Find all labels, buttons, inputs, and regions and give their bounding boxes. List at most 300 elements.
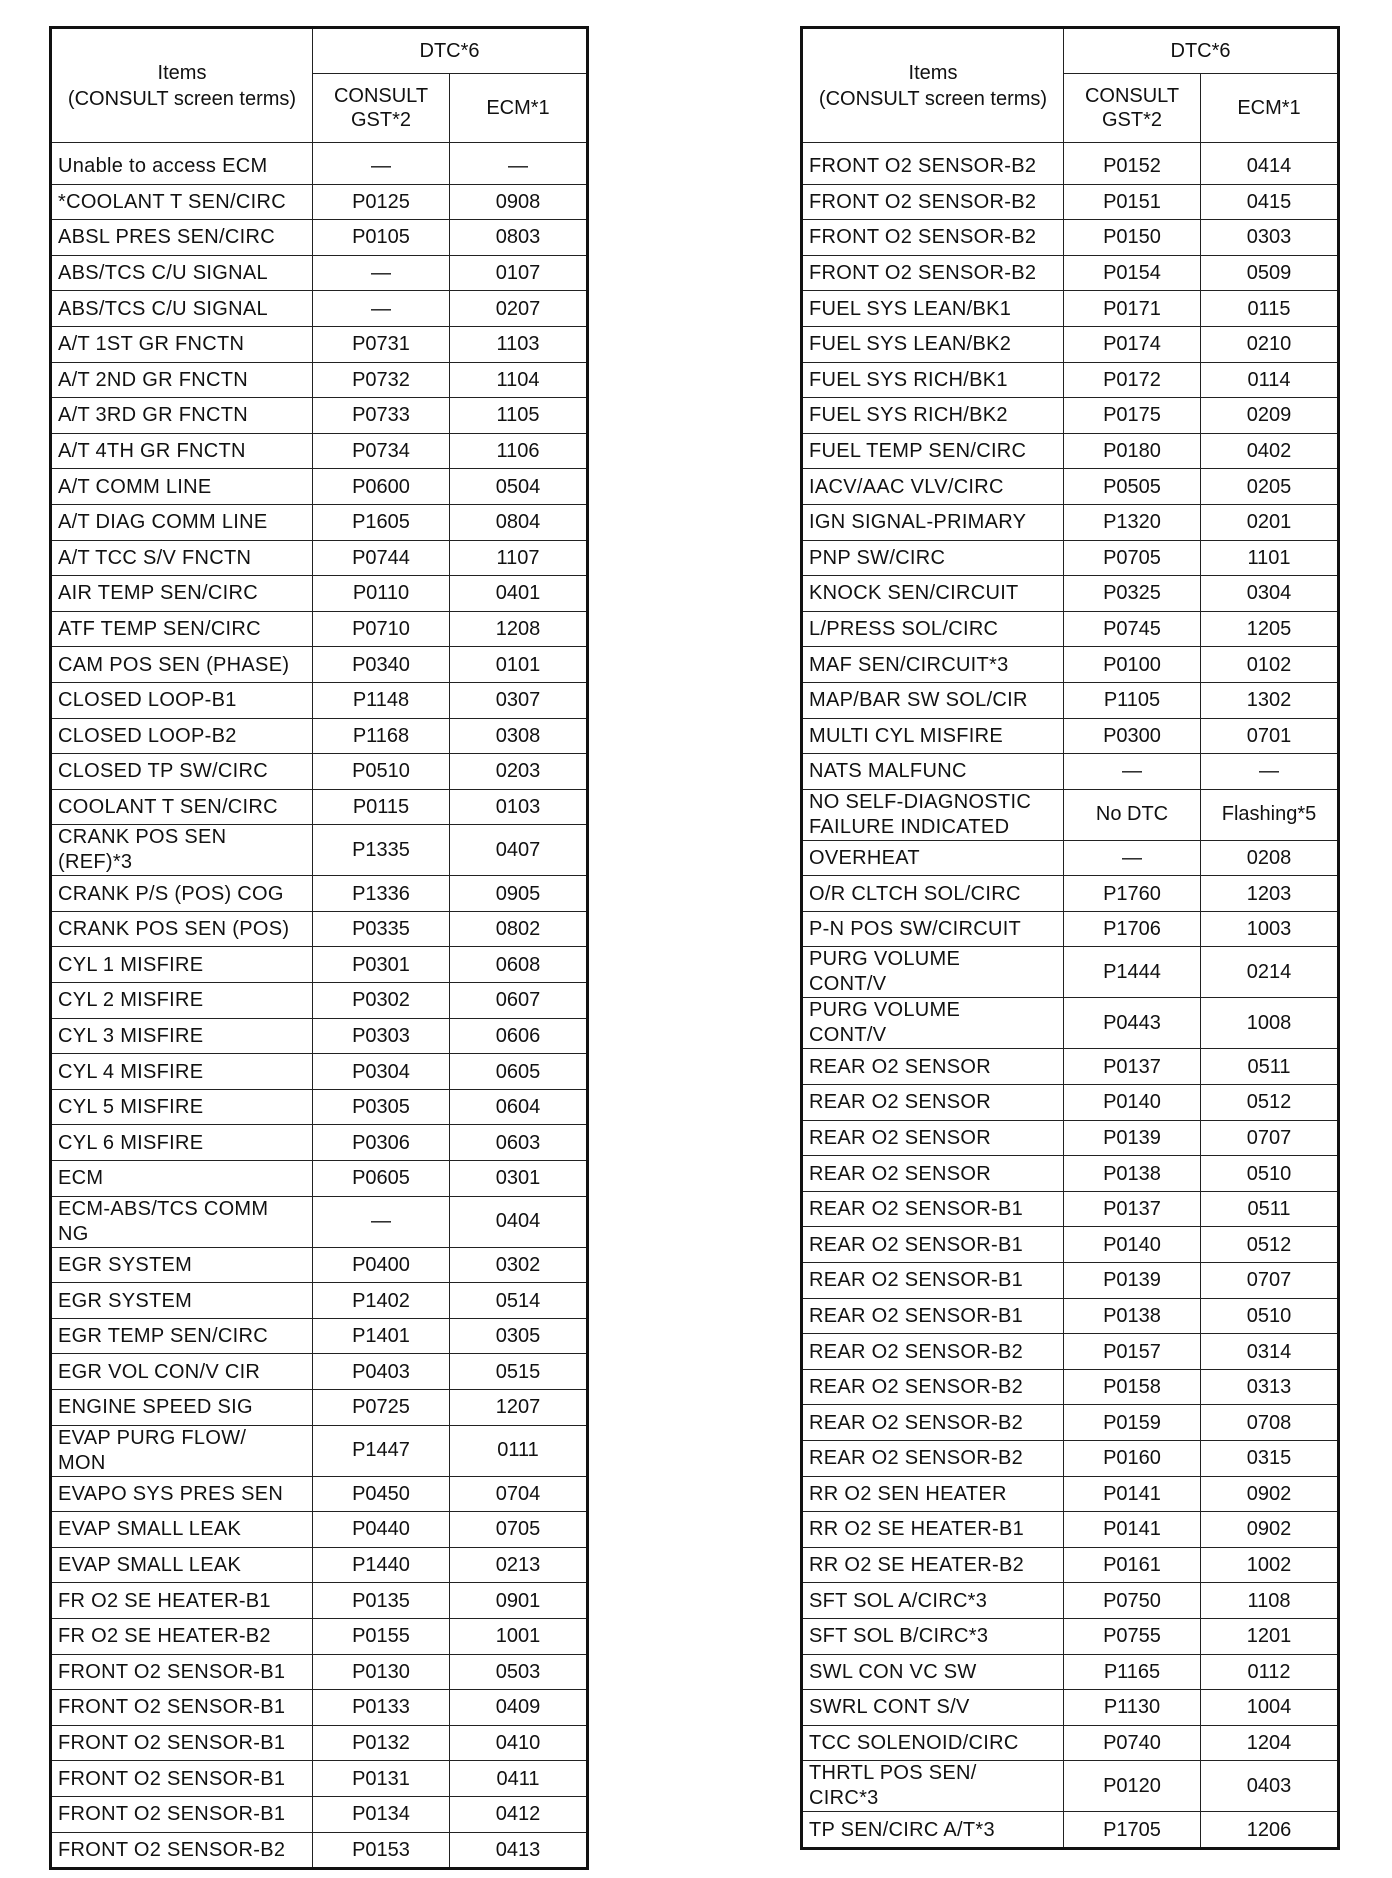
consult-gst-cell: P0325 [1064, 576, 1201, 612]
dtc-header: DTC*6 [313, 28, 588, 74]
table-row [51, 682, 588, 718]
table-row [802, 682, 1339, 718]
item-cell: FRONT O2 SENSOR-B1 [51, 1796, 313, 1832]
ecm-cell: 0303 [1201, 220, 1339, 256]
ecm-cell: 0313 [1201, 1369, 1339, 1405]
consult-gst-cell: P0158 [1064, 1369, 1201, 1405]
consult-gst-cell: — [313, 291, 450, 327]
consult-gst-cell: P0135 [313, 1583, 450, 1619]
consult-gst-cell: P0174 [1064, 326, 1201, 362]
consult-gst-cell: P0154 [1064, 255, 1201, 291]
item-cell: ENGINE SPEED SIG [51, 1390, 313, 1426]
consult-gst-cell: P0510 [313, 754, 450, 790]
ecm-cell: 0606 [450, 1018, 588, 1054]
table-row [802, 1441, 1339, 1477]
item-cell: EGR VOL CON/V CIR [51, 1354, 313, 1390]
consult-gst-cell: P0120 [1064, 1761, 1201, 1812]
consult-gst-cell: P1336 [313, 876, 450, 912]
consult-gst-cell: P0152 [1064, 143, 1201, 185]
table-row [51, 825, 588, 876]
consult-gst-cell: P0137 [1064, 1049, 1201, 1085]
table-row [802, 1654, 1339, 1690]
consult-gst-cell: P0306 [313, 1125, 450, 1161]
table-row [51, 1725, 588, 1761]
item-cell: MULTI CYL MISFIRE [802, 718, 1064, 754]
ecm-cell: 1105 [450, 398, 588, 434]
ecm-cell: 0510 [1201, 1298, 1339, 1334]
table-row [802, 1156, 1339, 1192]
table-row [51, 1476, 588, 1512]
item-cell: SWL CON VC SW [802, 1654, 1064, 1690]
ecm-cell: 0114 [1201, 362, 1339, 398]
table-row [51, 1390, 588, 1426]
ecm-cell: 1101 [1201, 540, 1339, 576]
ecm-cell: 1201 [1201, 1618, 1339, 1654]
ecm-cell: 0414 [1201, 143, 1339, 185]
ecm-cell: 0514 [450, 1283, 588, 1319]
item-cell: REAR O2 SENSOR-B1 [802, 1263, 1064, 1299]
consult-gst-cell: P0125 [313, 184, 450, 220]
item-cell: FRONT O2 SENSOR-B2 [802, 143, 1064, 185]
table-row [802, 1298, 1339, 1334]
consult-gst-cell: P0155 [313, 1618, 450, 1654]
ecm-cell: 0803 [450, 220, 588, 256]
ecm-cell: 0207 [450, 291, 588, 327]
ecm-cell: 0509 [1201, 255, 1339, 291]
ecm-cell: 0908 [450, 184, 588, 220]
item-cell: EGR SYSTEM [51, 1247, 313, 1283]
table-row [802, 1049, 1339, 1085]
table-row [51, 1161, 588, 1197]
ecm-cell: 0515 [450, 1354, 588, 1390]
ecm-cell: 1302 [1201, 682, 1339, 718]
dtc-table-right [800, 26, 1340, 1850]
table-row [802, 1476, 1339, 1512]
consult-gst-cell: P0140 [1064, 1227, 1201, 1263]
consult-gst-cell: P1335 [313, 825, 450, 876]
item-cell: CAM POS SEN (PHASE) [51, 647, 313, 683]
table-row [802, 540, 1339, 576]
table-row [51, 876, 588, 912]
ecm-cell: 1203 [1201, 876, 1339, 912]
ecm-cell: 1002 [1201, 1547, 1339, 1583]
ecm-cell: 1003 [1201, 911, 1339, 947]
table-row [802, 362, 1339, 398]
ecm-cell: 0101 [450, 647, 588, 683]
item-cell: THRTL POS SEN/ CIRC*3 [802, 1761, 1064, 1812]
dtc-header: DTC*6 [1064, 28, 1339, 74]
item-cell: L/PRESS SOL/CIRC [802, 611, 1064, 647]
item-cell: REAR O2 SENSOR-B2 [802, 1334, 1064, 1370]
item-cell: IGN SIGNAL-PRIMARY [802, 504, 1064, 540]
item-cell: EVAP SMALL LEAK [51, 1512, 313, 1548]
items-header: Items (CONSULT screen terms) [51, 28, 313, 143]
table-row [802, 911, 1339, 947]
item-cell: FRONT O2 SENSOR-B1 [51, 1761, 313, 1797]
consult-gst-cell: P0115 [313, 789, 450, 825]
consult-gst-cell: P0171 [1064, 291, 1201, 327]
consult-gst-cell: P0132 [313, 1725, 450, 1761]
ecm-cell: 1208 [450, 611, 588, 647]
table-row [802, 1725, 1339, 1761]
consult-gst-cell: P0450 [313, 1476, 450, 1512]
consult-gst-cell: P0705 [1064, 540, 1201, 576]
item-cell: CYL 5 MISFIRE [51, 1089, 313, 1125]
item-cell: REAR O2 SENSOR-B2 [802, 1405, 1064, 1441]
item-cell: ABS/TCS C/U SIGNAL [51, 255, 313, 291]
table-row [51, 947, 588, 983]
ecm-cell: 0804 [450, 504, 588, 540]
consult-gst-cell: P0734 [313, 433, 450, 469]
item-cell: EVAP PURG FLOW/ MON [51, 1425, 313, 1476]
item-cell: RR O2 SE HEATER-B1 [802, 1512, 1064, 1548]
table-row [51, 1354, 588, 1390]
consult-gst-cell: P0605 [313, 1161, 450, 1197]
table-row [51, 1832, 588, 1869]
item-cell: OVERHEAT [802, 840, 1064, 876]
ecm-cell: 0401 [450, 576, 588, 612]
ecm-cell: 0504 [450, 469, 588, 505]
consult-gst-cell: P0304 [313, 1054, 450, 1090]
table-row [802, 789, 1339, 840]
table-row [802, 1227, 1339, 1263]
ecm-cell: 0708 [1201, 1405, 1339, 1441]
consult-gst-cell: P1447 [313, 1425, 450, 1476]
item-cell: EVAP SMALL LEAK [51, 1547, 313, 1583]
ecm-cell: 0214 [1201, 947, 1339, 998]
ecm-cell: 0902 [1201, 1476, 1339, 1512]
consult-gst-cell: P0134 [313, 1796, 450, 1832]
consult-gst-cell: P0750 [1064, 1583, 1201, 1619]
item-cell: ATF TEMP SEN/CIRC [51, 611, 313, 647]
table-row [51, 983, 588, 1019]
ecm-cell: 1004 [1201, 1690, 1339, 1726]
item-cell: FUEL SYS LEAN/BK2 [802, 326, 1064, 362]
table-row [51, 1512, 588, 1548]
item-cell: FR O2 SE HEATER-B2 [51, 1618, 313, 1654]
table-row [802, 611, 1339, 647]
consult-gst-header: CONSULT GST*2 [313, 74, 450, 143]
item-cell: A/T TCC S/V FNCTN [51, 540, 313, 576]
table-row [51, 1283, 588, 1319]
table-row [51, 433, 588, 469]
item-cell: AIR TEMP SEN/CIRC [51, 576, 313, 612]
table-row [51, 1196, 588, 1247]
item-cell: CRANK P/S (POS) COG [51, 876, 313, 912]
item-cell: ECM-ABS/TCS COMM NG [51, 1196, 313, 1247]
item-cell: A/T DIAG COMM LINE [51, 504, 313, 540]
consult-gst-cell: P0600 [313, 469, 450, 505]
consult-gst-cell: P0153 [313, 1832, 450, 1869]
ecm-cell: 0210 [1201, 326, 1339, 362]
table-body-left [51, 143, 588, 1869]
ecm-header: ECM*1 [1201, 74, 1339, 143]
item-cell: FRONT O2 SENSOR-B1 [51, 1725, 313, 1761]
consult-gst-cell: P0732 [313, 362, 450, 398]
consult-gst-cell: — [1064, 754, 1201, 790]
consult-gst-cell: P1760 [1064, 876, 1201, 912]
table-row [51, 291, 588, 327]
item-cell: FRONT O2 SENSOR-B2 [51, 1832, 313, 1869]
table-row [802, 1761, 1339, 1812]
consult-gst-cell: P1148 [313, 682, 450, 718]
consult-gst-cell: P0340 [313, 647, 450, 683]
ecm-cell: 0410 [450, 1725, 588, 1761]
ecm-cell: 0704 [450, 1476, 588, 1512]
ecm-cell: 0415 [1201, 184, 1339, 220]
item-cell: SWRL CONT S/V [802, 1690, 1064, 1726]
ecm-header: ECM*1 [450, 74, 588, 143]
table-row [51, 504, 588, 540]
item-cell: ABSL PRES SEN/CIRC [51, 220, 313, 256]
consult-gst-cell: P0133 [313, 1690, 450, 1726]
ecm-cell: 0512 [1201, 1085, 1339, 1121]
table-row [802, 504, 1339, 540]
item-cell: FR O2 SE HEATER-B1 [51, 1583, 313, 1619]
table-row [51, 184, 588, 220]
item-cell: CYL 1 MISFIRE [51, 947, 313, 983]
consult-gst-cell: P0151 [1064, 184, 1201, 220]
ecm-cell: 0115 [1201, 291, 1339, 327]
item-cell: FUEL SYS RICH/BK2 [802, 398, 1064, 434]
table-row [802, 184, 1339, 220]
item-cell: FUEL TEMP SEN/CIRC [802, 433, 1064, 469]
table-row [51, 647, 588, 683]
consult-gst-cell: P0140 [1064, 1085, 1201, 1121]
table-row [51, 1761, 588, 1797]
item-cell: MAF SEN/CIRCUIT*3 [802, 647, 1064, 683]
ecm-cell: 0213 [450, 1547, 588, 1583]
item-cell: FUEL SYS RICH/BK1 [802, 362, 1064, 398]
ecm-cell: 0112 [1201, 1654, 1339, 1690]
consult-gst-cell: P0740 [1064, 1725, 1201, 1761]
consult-gst-cell: P1105 [1064, 682, 1201, 718]
ecm-cell: 0705 [450, 1512, 588, 1548]
table-row [802, 576, 1339, 612]
item-cell: CYL 4 MISFIRE [51, 1054, 313, 1090]
item-cell: A/T 4TH GR FNCTN [51, 433, 313, 469]
ecm-cell: — [1201, 754, 1339, 790]
table-row [802, 398, 1339, 434]
item-cell: Unable to access ECM [51, 143, 313, 185]
ecm-cell: — [450, 143, 588, 185]
ecm-cell: 0510 [1201, 1156, 1339, 1192]
consult-gst-cell: P0172 [1064, 362, 1201, 398]
ecm-cell: 0603 [450, 1125, 588, 1161]
ecm-cell: 1103 [450, 326, 588, 362]
ecm-cell: 0107 [450, 255, 588, 291]
ecm-cell: 0409 [450, 1690, 588, 1726]
ecm-cell: 0707 [1201, 1263, 1339, 1299]
item-cell: CYL 6 MISFIRE [51, 1125, 313, 1161]
table-row [802, 647, 1339, 683]
table-row [51, 789, 588, 825]
consult-gst-cell: P0300 [1064, 718, 1201, 754]
table-row [802, 1812, 1339, 1849]
consult-gst-cell: P0403 [313, 1354, 450, 1390]
table-row [51, 718, 588, 754]
consult-gst-cell: P0157 [1064, 1334, 1201, 1370]
item-cell: CRANK POS SEN (POS) [51, 911, 313, 947]
ecm-cell: 0605 [450, 1054, 588, 1090]
table-row [51, 362, 588, 398]
consult-gst-cell: P1402 [313, 1283, 450, 1319]
table-row [802, 1690, 1339, 1726]
item-cell: EVAPO SYS PRES SEN [51, 1476, 313, 1512]
consult-gst-cell: P0303 [313, 1018, 450, 1054]
item-cell: FRONT O2 SENSOR-B2 [802, 184, 1064, 220]
item-cell: REAR O2 SENSOR-B1 [802, 1298, 1064, 1334]
consult-gst-cell: P0302 [313, 983, 450, 1019]
ecm-cell: 0307 [450, 682, 588, 718]
consult-gst-cell: P0130 [313, 1654, 450, 1690]
table-row [802, 1405, 1339, 1441]
item-cell: ECM [51, 1161, 313, 1197]
ecm-cell: 0512 [1201, 1227, 1339, 1263]
ecm-cell: 0411 [450, 1761, 588, 1797]
ecm-cell: 1108 [1201, 1583, 1339, 1619]
ecm-cell: 0203 [450, 754, 588, 790]
consult-gst-cell: P0505 [1064, 469, 1201, 505]
consult-gst-cell: P0150 [1064, 220, 1201, 256]
item-cell: EGR SYSTEM [51, 1283, 313, 1319]
ecm-cell: 0208 [1201, 840, 1339, 876]
table-row [802, 220, 1339, 256]
ecm-cell: 1204 [1201, 1725, 1339, 1761]
item-cell: KNOCK SEN/CIRCUIT [802, 576, 1064, 612]
item-cell: REAR O2 SENSOR [802, 1120, 1064, 1156]
consult-gst-cell: P0131 [313, 1761, 450, 1797]
ecm-cell: 0511 [1201, 1191, 1339, 1227]
table-row [51, 1318, 588, 1354]
ecm-cell: 0308 [450, 718, 588, 754]
table-row [51, 220, 588, 256]
consult-gst-cell: — [313, 143, 450, 185]
consult-gst-cell: P0440 [313, 1512, 450, 1548]
table-row [51, 1583, 588, 1619]
consult-gst-cell: P0100 [1064, 647, 1201, 683]
ecm-cell: 1104 [450, 362, 588, 398]
item-cell: CLOSED LOOP-B2 [51, 718, 313, 754]
consult-gst-cell: P0138 [1064, 1298, 1201, 1334]
table-row [802, 255, 1339, 291]
consult-gst-cell: P0138 [1064, 1156, 1201, 1192]
table-row [51, 1618, 588, 1654]
item-cell: A/T 3RD GR FNCTN [51, 398, 313, 434]
consult-gst-header: CONSULT GST*2 [1064, 74, 1201, 143]
item-cell: PURG VOLUME CONT/V [802, 947, 1064, 998]
consult-gst-cell: P0400 [313, 1247, 450, 1283]
consult-gst-cell: P0161 [1064, 1547, 1201, 1583]
ecm-cell: 0103 [450, 789, 588, 825]
table-row [51, 326, 588, 362]
item-cell: REAR O2 SENSOR-B1 [802, 1191, 1064, 1227]
item-cell: REAR O2 SENSOR-B2 [802, 1369, 1064, 1405]
ecm-cell: 0201 [1201, 504, 1339, 540]
table-row [802, 469, 1339, 505]
table-row [802, 1191, 1339, 1227]
item-cell: TCC SOLENOID/CIRC [802, 1725, 1064, 1761]
consult-gst-cell: P0139 [1064, 1263, 1201, 1299]
ecm-cell: 0607 [450, 983, 588, 1019]
ecm-cell: 0102 [1201, 647, 1339, 683]
table-row [51, 1089, 588, 1125]
item-cell: CYL 2 MISFIRE [51, 983, 313, 1019]
ecm-cell: 0302 [450, 1247, 588, 1283]
ecm-cell: 0209 [1201, 398, 1339, 434]
item-cell: SFT SOL B/CIRC*3 [802, 1618, 1064, 1654]
ecm-cell: 0403 [1201, 1761, 1339, 1812]
item-cell: A/T 2ND GR FNCTN [51, 362, 313, 398]
table-row [802, 876, 1339, 912]
ecm-cell: 0314 [1201, 1334, 1339, 1370]
ecm-cell: 0304 [1201, 576, 1339, 612]
table-row [802, 1120, 1339, 1156]
table-row [802, 1263, 1339, 1299]
table-row [51, 1547, 588, 1583]
consult-gst-cell: P0744 [313, 540, 450, 576]
items-header: Items (CONSULT screen terms) [802, 28, 1064, 143]
item-cell: SFT SOL A/CIRC*3 [802, 1583, 1064, 1619]
ecm-cell: 0413 [450, 1832, 588, 1869]
item-cell: FRONT O2 SENSOR-B2 [802, 255, 1064, 291]
table-row [51, 1054, 588, 1090]
consult-gst-cell: P0105 [313, 220, 450, 256]
consult-gst-cell: P0755 [1064, 1618, 1201, 1654]
table-row [51, 1796, 588, 1832]
consult-gst-cell: P0139 [1064, 1120, 1201, 1156]
table-row [802, 1583, 1339, 1619]
ecm-cell: 0604 [450, 1089, 588, 1125]
table-row [802, 1085, 1339, 1121]
item-cell: FRONT O2 SENSOR-B1 [51, 1654, 313, 1690]
table-row [51, 540, 588, 576]
table-row [802, 998, 1339, 1049]
consult-gst-cell: P1401 [313, 1318, 450, 1354]
item-cell: A/T 1ST GR FNCTN [51, 326, 313, 362]
table-row [51, 754, 588, 790]
consult-gst-cell: — [313, 1196, 450, 1247]
table-row [51, 611, 588, 647]
item-cell: RR O2 SE HEATER-B2 [802, 1547, 1064, 1583]
ecm-cell: 0511 [1201, 1049, 1339, 1085]
ecm-cell: 1106 [450, 433, 588, 469]
table-body-right [802, 143, 1339, 1849]
consult-gst-cell: — [313, 255, 450, 291]
item-cell: CRANK POS SEN (REF)*3 [51, 825, 313, 876]
item-cell: P-N POS SW/CIRCUIT [802, 911, 1064, 947]
table-row [51, 1654, 588, 1690]
table-row [802, 143, 1339, 185]
table-row [51, 398, 588, 434]
consult-gst-cell: P0160 [1064, 1441, 1201, 1477]
consult-gst-cell: P1165 [1064, 1654, 1201, 1690]
ecm-cell: 0701 [1201, 718, 1339, 754]
consult-gst-cell: P0745 [1064, 611, 1201, 647]
table-row [51, 1247, 588, 1283]
table-row [51, 1690, 588, 1726]
ecm-cell: 0305 [450, 1318, 588, 1354]
consult-gst-cell: P0725 [313, 1390, 450, 1426]
item-cell: RR O2 SEN HEATER [802, 1476, 1064, 1512]
item-cell: EGR TEMP SEN/CIRC [51, 1318, 313, 1354]
item-cell: FRONT O2 SENSOR-B1 [51, 1690, 313, 1726]
table-row [802, 1369, 1339, 1405]
ecm-cell: 0707 [1201, 1120, 1339, 1156]
ecm-cell: 0315 [1201, 1441, 1339, 1477]
consult-gst-cell: P0141 [1064, 1512, 1201, 1548]
item-cell: COOLANT T SEN/CIRC [51, 789, 313, 825]
